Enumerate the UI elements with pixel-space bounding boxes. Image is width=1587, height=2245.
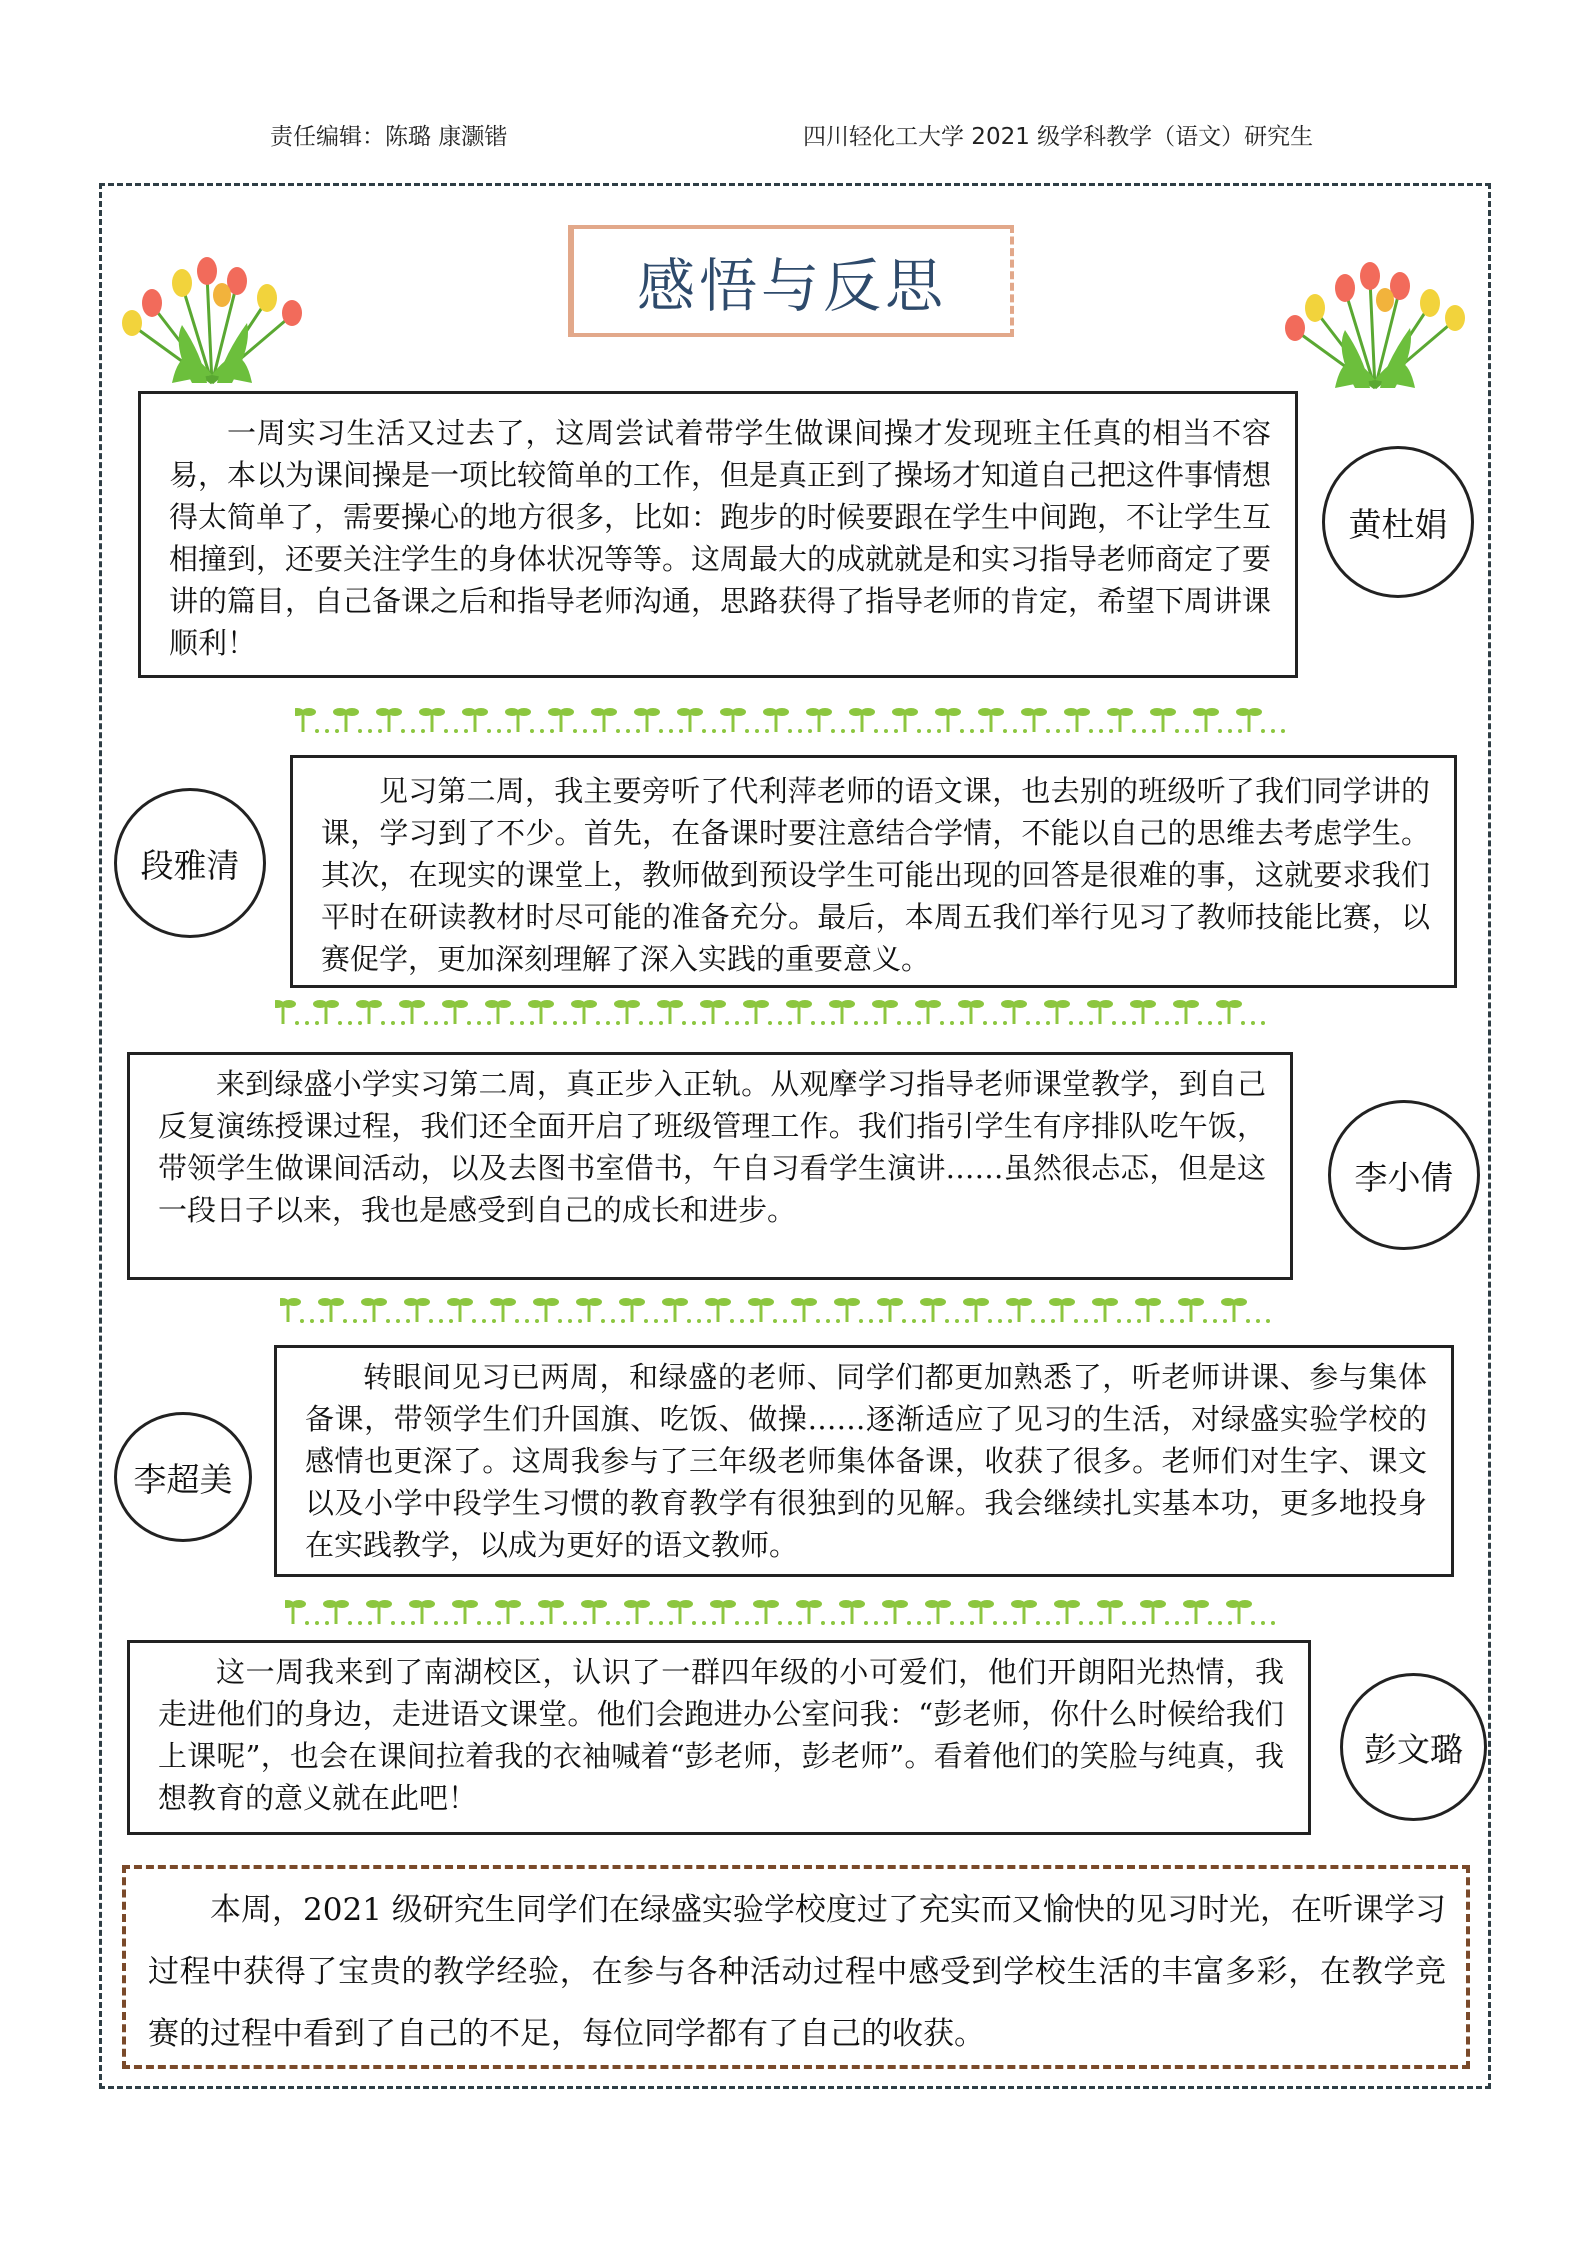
editors-credit: 责任编辑：陈璐 康灏锴: [270, 124, 508, 150]
sprout-icon: [571, 1000, 620, 1025]
sprout-icon: [548, 708, 597, 733]
sprout-icon: [705, 1298, 754, 1323]
reflection-text-3: 来到绿盛小学实习第二周，真正步入正轨。从观摩学习指导老师课堂教学，到自己反复演练授课过程，我们还全面开启了班级管理工作。我们指引学生有序排队吃午饭，带领学生做课间活动，以及去图书室借书，午自习看学生演讲……虽然很忐忑，但是这一段日子以来，我也是感受到自己的成长和进步。: [158, 1067, 1266, 1227]
sprout-icon: [796, 1600, 845, 1625]
sprout-icon: [528, 1000, 577, 1025]
sprout-icon: [490, 1298, 539, 1323]
sprout-icon: [614, 1000, 663, 1025]
sprout-icon: [280, 1298, 324, 1323]
sprout-icon: [505, 708, 554, 733]
sprout-icon: [634, 708, 683, 733]
school-credit: 四川轻化工大学 2021 级学科教学（语文）研究生: [803, 124, 1314, 150]
sprout-icon: [1183, 1600, 1232, 1625]
sprout-icon: [462, 708, 511, 733]
sprout-icon: [662, 1298, 711, 1323]
sprout-icon: [581, 1600, 630, 1625]
sprout-divider-4: [285, 1592, 1295, 1632]
sprout-icon: [978, 708, 1027, 733]
sprout-icon: [872, 1000, 921, 1025]
reflection-box-4: [274, 1345, 1454, 1577]
summary-box: [122, 1865, 1470, 2069]
sprout-icon: [366, 1600, 415, 1625]
sprout-icon: [700, 1000, 749, 1025]
sprout-icon: [849, 708, 898, 733]
sprout-icon: [275, 1000, 319, 1025]
sprout-icon: [1001, 1000, 1050, 1025]
sprout-icon: [920, 1298, 969, 1323]
page-title: 感悟与反思: [636, 252, 947, 320]
sprout-icon: [1178, 1298, 1227, 1323]
sprout-icon: [791, 1298, 840, 1323]
sprout-icon: [333, 708, 382, 733]
sprout-icon: [834, 1298, 883, 1323]
sprout-icon: [677, 708, 726, 733]
sprout-icon: [624, 1600, 673, 1625]
sprout-icon: [748, 1298, 797, 1323]
sprout-icon: [323, 1600, 372, 1625]
name-circle-1: 黄杜娟: [1322, 446, 1474, 598]
sprout-icon: [1092, 1298, 1141, 1323]
name-circle-2: 段雅清: [114, 788, 266, 938]
sprout-icon: [313, 1000, 362, 1025]
sprout-icon: [404, 1298, 453, 1323]
sprout-icon: [409, 1600, 458, 1625]
sprout-icon: [1216, 1000, 1265, 1025]
sprout-icon: [829, 1000, 878, 1025]
sprout-icon: [877, 1298, 926, 1323]
sprout-icon: [839, 1600, 888, 1625]
sprout-icon: [763, 708, 812, 733]
sprout-icon: [806, 708, 855, 733]
sprout-icon: [1006, 1298, 1055, 1323]
sprout-icon: [1021, 708, 1070, 733]
sprout-icon: [591, 708, 640, 733]
sprout-icon: [786, 1000, 835, 1025]
sprout-icon: [1193, 708, 1242, 733]
sprout-icon: [1107, 708, 1156, 733]
reflection-box-5: [127, 1640, 1311, 1835]
sprout-icon: [376, 708, 425, 733]
reflection-box-1: [138, 391, 1298, 678]
sprout-icon: [1011, 1600, 1060, 1625]
summary-text: 本周，2021 级研究生同学们在绿盛实验学校度过了充实而又愉快的见习时光，在听课学习过程中获得了宝贵的教学经验，在参与各种活动过程中感受到学校生活的丰富多彩，在教学竞赛的过程中看到了自己的不足，每位同学都有了自己的收获。: [148, 1892, 1446, 2052]
sprout-icon: [667, 1600, 716, 1625]
sprout-divider-3: [280, 1290, 1290, 1330]
sprout-icon: [442, 1000, 491, 1025]
sprout-icon: [285, 1600, 329, 1625]
sprout-icon: [935, 708, 984, 733]
sprout-icon: [1049, 1298, 1098, 1323]
reflection-text-2: 见习第二周，我主要旁听了代利萍老师的语文课，也去别的班级听了我们同学讲的课，学习到了不少。首先，在备课时要注意结合学情，不能以自己的思维去考虑学生。其次，在现实的课堂上，教师做到预设学生可能出现的回答是很难的事，这就要求我们平时在研读教材时尽可能的准备充分。最后，本周五我们举行见习了教师技能比赛，以赛促学，更加深刻理解了深入实践的重要意义。: [321, 774, 1430, 976]
sprout-icon: [495, 1600, 544, 1625]
tulip-bouquet-left-icon: [112, 235, 312, 385]
sprout-icon: [1140, 1600, 1189, 1625]
reflection-text-4: 转眼间见习已两周，和绿盛的老师、同学们都更加熟悉了，听老师讲课、参与集体备课，带领学生们升国旗、吃饭、做操……逐渐适应了见习的生活，对绿盛实验学校的感情也更深了。这周我参与了三年级老师集体备课，收获了很多。老师们对生字、课文以及小学中段学生习惯的教育教学有很独到的见解。我会继续扎实基本功，更多地投身在实践教学，以成为更好的语文教师。: [305, 1360, 1427, 1562]
sprout-icon: [619, 1298, 668, 1323]
sprout-icon: [1221, 1298, 1270, 1323]
name-circle-4: 李超美: [114, 1412, 252, 1542]
sprout-icon: [447, 1298, 496, 1323]
reflection-text-1: 一周实习生活又过去了，这周尝试着带学生做课间操才发现班主任真的相当不容易，本以为课间操是一项比较简单的工作，但是真正到了操场才知道自己把这件事情想得太简单了，需要操心的地方很多，比如：跑步的时候要跟在学生中间跑，不让学生互相撞到，还要关注学生的身体状况等等。这周最大的成就就是和实习指导老师商定了要讲的篇目，自己备课之后和指导老师沟通，思路获得了指导老师的肯定，希望下周讲课顺利！: [169, 416, 1272, 660]
sprout-divider-2: [275, 992, 1285, 1032]
sprout-icon: [892, 708, 941, 733]
sprout-icon: [295, 708, 339, 733]
reflection-text-5: 这一周我来到了南湖校区，认识了一群四年级的小可爱们，他们开朗阳光热情，我走进他们的身边，走进语文课堂。他们会跑进办公室问我：“彭老师，你什么时候给我们上课呢”，也会在课间拉着我的衣袖喊着“彭老师，彭老师”。看着他们的笑脸与纯真，我想教育的意义就在此吧！: [158, 1655, 1284, 1815]
sprout-icon: [1226, 1600, 1275, 1625]
sprout-icon: [1044, 1000, 1093, 1025]
sprout-icon: [485, 1000, 534, 1025]
sprout-icon: [1135, 1298, 1184, 1323]
sprout-icon: [533, 1298, 582, 1323]
sprout-icon: [968, 1600, 1017, 1625]
reflection-box-3: [127, 1052, 1293, 1280]
sprout-icon: [958, 1000, 1007, 1025]
sprout-icon: [963, 1298, 1012, 1323]
sprout-icon: [538, 1600, 587, 1625]
sprout-icon: [743, 1000, 792, 1025]
name-circle-5: 彭文璐: [1340, 1673, 1487, 1821]
reflection-box-2: [290, 755, 1457, 988]
sprout-icon: [1097, 1600, 1146, 1625]
sprout-icon: [1054, 1600, 1103, 1625]
sprout-icon: [710, 1600, 759, 1625]
sprout-icon: [1173, 1000, 1222, 1025]
sprout-icon: [882, 1600, 931, 1625]
sprout-icon: [1236, 708, 1285, 733]
sprout-icon: [452, 1600, 501, 1625]
sprout-icon: [1064, 708, 1113, 733]
sprout-divider-1: [295, 700, 1305, 740]
sprout-icon: [1150, 708, 1199, 733]
sprout-icon: [1087, 1000, 1136, 1025]
sprout-icon: [1130, 1000, 1179, 1025]
title-box: [568, 225, 1014, 337]
name-circle-3: 李小倩: [1328, 1100, 1480, 1250]
sprout-icon: [720, 708, 769, 733]
sprout-icon: [753, 1600, 802, 1625]
sprout-icon: [915, 1000, 964, 1025]
sprout-icon: [399, 1000, 448, 1025]
sprout-icon: [361, 1298, 410, 1323]
sprout-icon: [318, 1298, 367, 1323]
sprout-icon: [657, 1000, 706, 1025]
tulip-bouquet-right-icon: [1275, 240, 1475, 390]
sprout-icon: [356, 1000, 405, 1025]
sprout-icon: [419, 708, 468, 733]
sprout-icon: [576, 1298, 625, 1323]
sprout-icon: [925, 1600, 974, 1625]
